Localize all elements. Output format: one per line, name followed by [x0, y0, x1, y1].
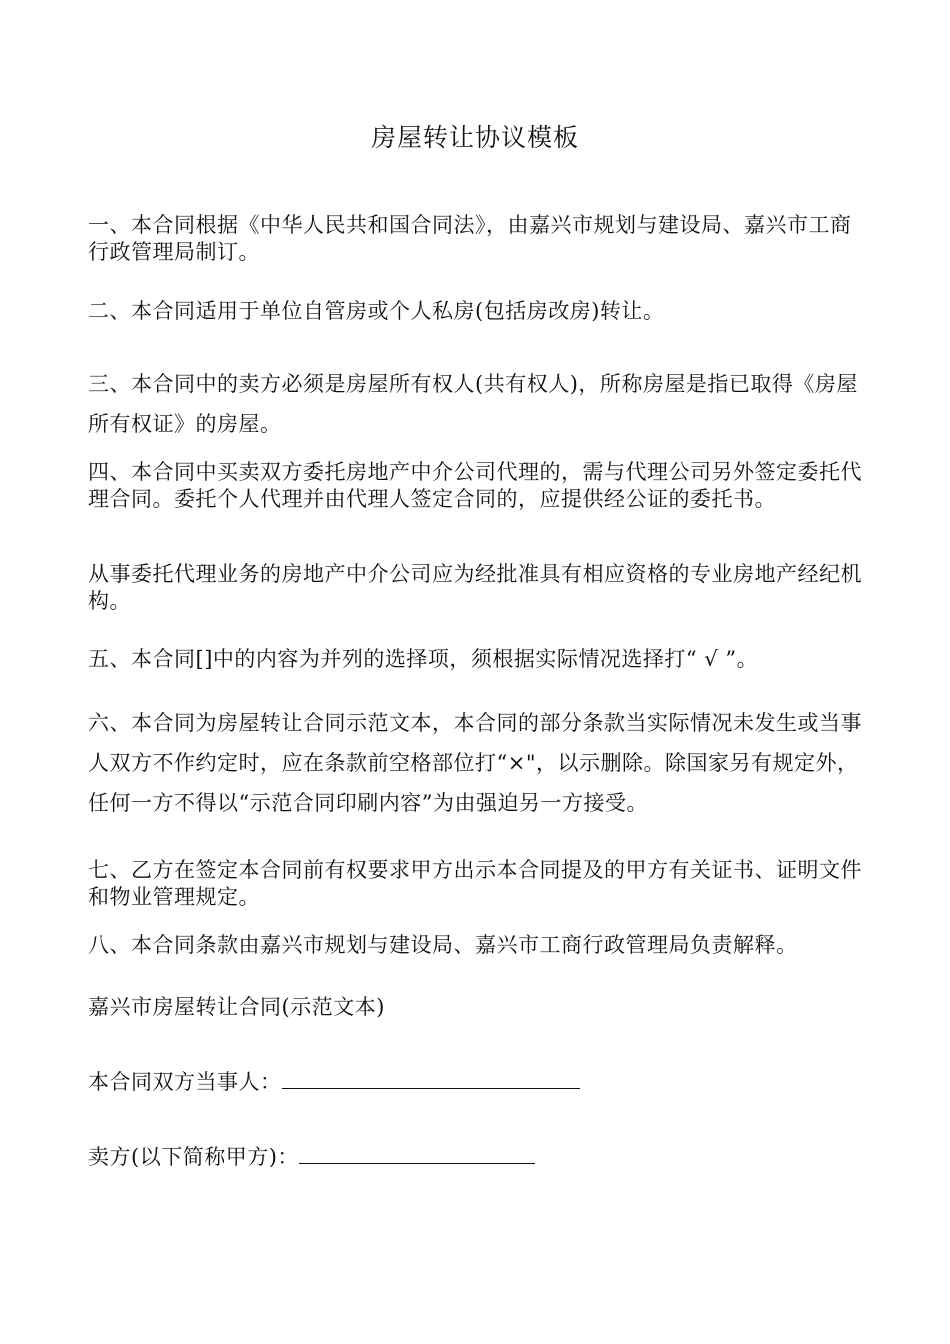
paragraph-4: 四、本合同中买卖双方委托房地产中介公司代理的，需与代理公司另外签定委托代理合同。委托个人代理并由代理人签定合同的，应提供经公证的委托书。 — [88, 460, 862, 511]
paragraph-1: 一、本合同根据《中华人民共和国合同法》，由嘉兴市规划与建设局、嘉兴市工商行政管理局制订。 — [88, 213, 852, 264]
seller-blank[interactable] — [299, 1162, 535, 1164]
parties-blank[interactable] — [282, 1087, 580, 1089]
paragraph-8: 七、乙方在签定本合同前有权要求甲方出示本合同提及的甲方有关证书、证明文件和物业管理规定。 — [88, 858, 862, 909]
paragraph-10: 嘉兴市房屋转让合同(示范文本) — [88, 995, 385, 1019]
paragraph-3: 三、本合同中的卖方必须是房屋所有权人(共有权人)，所称房屋是指已取得《房屋所有权证》的房屋。 — [88, 372, 858, 436]
paragraph-5: 从事委托代理业务的房地产中介公司应为经批准具有相应资格的专业房地产经纪机构。 — [88, 562, 862, 613]
paragraph-6: 五、本合同[]中的内容为并列的选择项，须根据实际情况选择打“ √ ”。 — [88, 647, 759, 671]
paragraph-7: 六、本合同为房屋转让合同示范文本，本合同的部分条款当实际情况未发生或当事人双方不作约定时，应在条款前空格部位打“×"，以示删除。除国家另有规定外，任何一方不得以“示范合同印刷内容”为由强迫另一方接受。 — [88, 711, 862, 815]
seller-label: 卖方(以下简称甲方)： — [88, 1145, 299, 1169]
parties-label: 本合同双方当事人： — [88, 1070, 282, 1094]
document-title: 房屋转让协议模板 — [370, 123, 579, 152]
paragraph-2: 二、本合同适用于单位自管房或个人私房(包括房改房)转让。 — [88, 299, 665, 323]
paragraph-9: 八、本合同条款由嘉兴市规划与建设局、嘉兴市工商行政管理局负责解释。 — [88, 933, 798, 957]
seller-line — [88, 1144, 868, 1171]
parties-line — [88, 1069, 868, 1096]
